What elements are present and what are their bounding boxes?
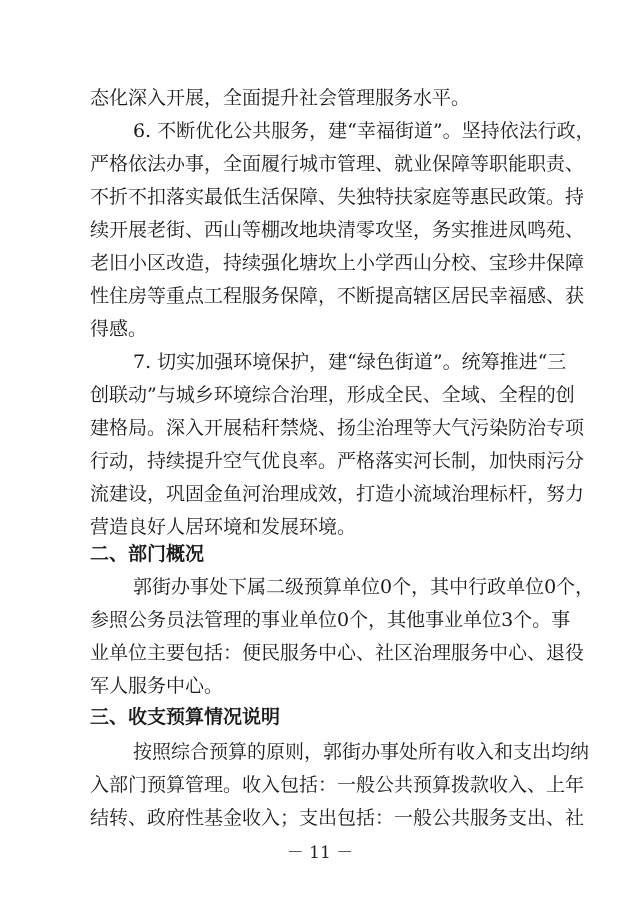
paragraph-line: 得感。: [90, 318, 148, 340]
paragraph-line: 郭街办事处下属二级预算单位0个，其中行政单位0个，: [133, 576, 595, 598]
paragraph-line: 参照公务员法管理的事业单位0个，其他事业单位3个。事: [90, 609, 571, 631]
paragraph-line: 业单位主要包括：便民服务中心、社区治理服务中心、退役: [90, 642, 585, 664]
section-heading-budget-explanation: 三、收支预算情况说明: [90, 706, 281, 728]
paragraph-line: 行动，持续提升空气优良率。严格落实河长制，加快雨污分: [90, 450, 585, 472]
paragraph-line: 性住房等重点工程服务保障，不断提高辖区居民幸福感、获: [90, 285, 585, 307]
paragraph-line: 创联动”与城乡环境综合治理，形成全民、全域、全程的创: [90, 384, 575, 406]
paragraph-line: 老旧小区改造，持续强化塘坎上小学西山分校、宝珍井保障: [90, 252, 585, 274]
paragraph-line: 流建设，巩固金鱼河治理成效，打造小流域治理标杆，努力: [90, 483, 585, 505]
paragraph-line: 7. 切实加强环境保护，建“绿色街道”。统筹推进“三: [133, 351, 567, 373]
paragraph-line: 军人服务中心。: [90, 675, 224, 697]
paragraph-line: 6. 不断优化公共服务，建“幸福街道”。坚持依法行政，: [133, 120, 595, 142]
paragraph-line: 不折不扣落实最低生活保障、失独特扶家庭等惠民政策。持: [90, 186, 585, 208]
paragraph-line: 态化深入开展，全面提升社会管理服务水平。: [90, 87, 471, 109]
paragraph-line: 续开展老街、西山等棚改地块清零攻坚，务实推进凤鸣苑、: [90, 219, 585, 241]
paragraph-line: 按照综合预算的原则，郭街办事处所有收入和支出均纳: [133, 741, 590, 763]
paragraph-line: 严格依法办事，全面履行城市管理、就业保障等职能职责、: [90, 153, 585, 175]
section-heading-department-overview: 二、部门概况: [90, 543, 205, 565]
paragraph-line: 营造良好人居环境和发展环境。: [90, 516, 357, 538]
paragraph-line: 结转、政府性基金收入；支出包括：一般公共服务支出、社: [90, 807, 585, 829]
paragraph-line: 入部门预算管理。收入包括：一般公共预算拨款收入、上年: [90, 774, 585, 796]
paragraph-line: 建格局。深入开展秸秆禁烧、扬尘治理等大气污染防治专项: [90, 417, 585, 439]
page-number: － 11 －: [286, 843, 354, 863]
